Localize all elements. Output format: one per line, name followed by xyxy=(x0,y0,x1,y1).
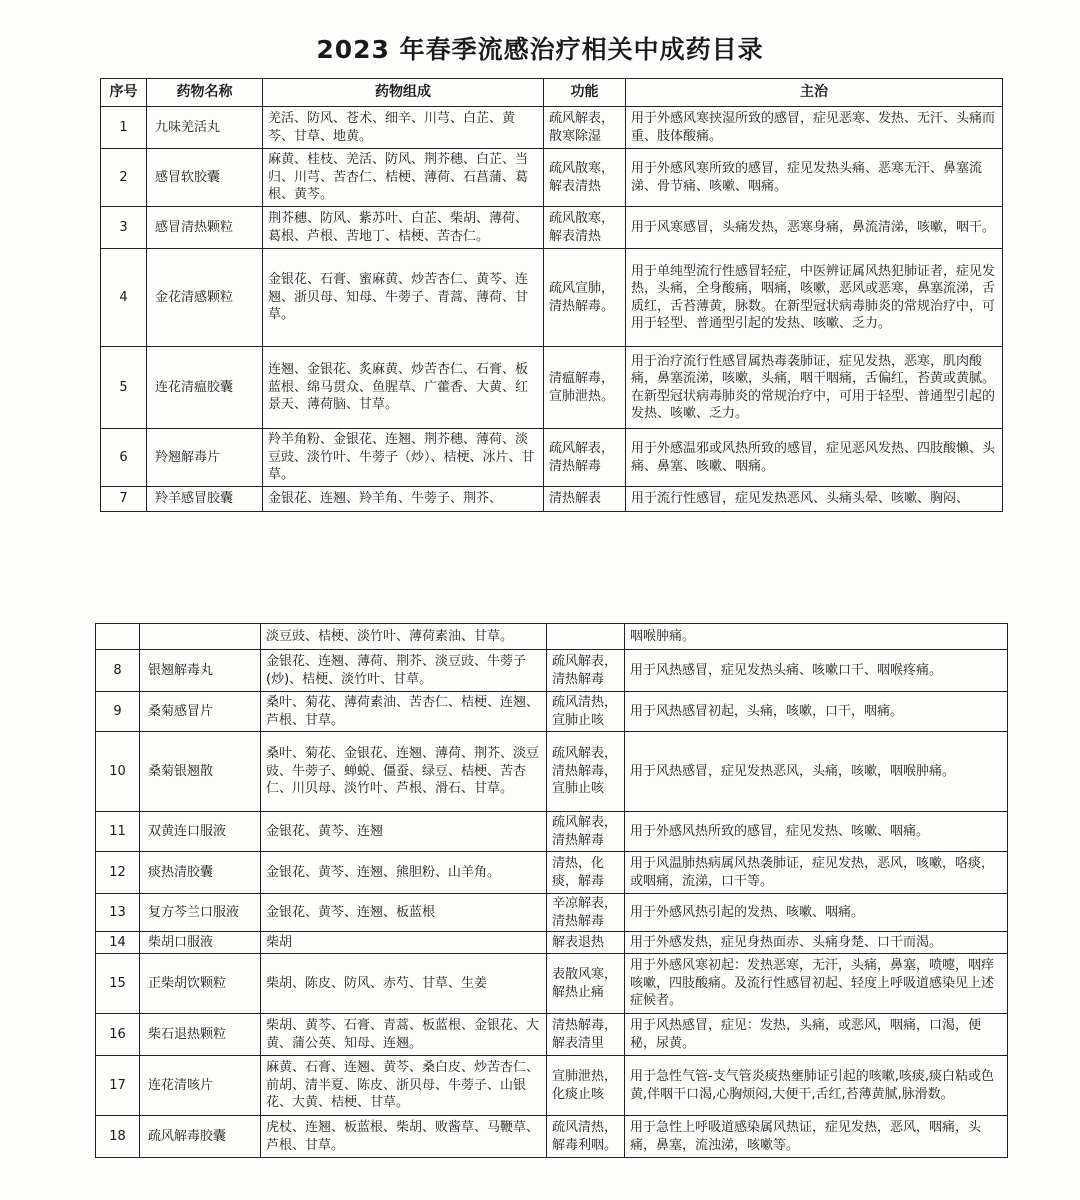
row-no: 3 xyxy=(101,207,147,249)
row-no: 7 xyxy=(101,487,147,512)
table-row xyxy=(96,954,1008,1014)
drug-indication: 用于风热感冒，症见发热头痛、咳嗽口干、咽喉疼痛。 xyxy=(625,650,1008,692)
table-row xyxy=(96,1116,1008,1158)
page-title: 2023 年春季流感治疗相关中成药目录 xyxy=(316,35,764,64)
drug-function: 疏风解表，清热解毒 xyxy=(547,812,625,852)
drug-function: 清瘟解毒，宣肺泄热。 xyxy=(544,347,626,429)
drug-name: 羚翘解毒片 xyxy=(147,429,263,487)
drug-indication: 用于急性气管-支气管炎痰热壅肺证引起的咳嗽,咳痰,痰白粘或色黄,伴咽干口渴,心胸烦闷,大便干,舌红,苔薄黄腻,脉滑数。 xyxy=(625,1056,1008,1116)
row-no: 15 xyxy=(96,954,140,1014)
drug-function: 辛凉解表，清热解毒 xyxy=(547,894,625,932)
drug-indication: 用于外感风寒所致的感冒，症见发热头痛、恶寒无汗、鼻塞流涕、骨节痛、咳嗽、咽痛。 xyxy=(626,149,1003,207)
table-row xyxy=(96,692,1008,732)
drug-function xyxy=(547,624,625,650)
table-row xyxy=(96,1056,1008,1116)
drug-composition: 荆芥穗、防风、紫苏叶、白芷、柴胡、薄荷、葛根、芦根、苦地丁、桔梗、苦杏仁。 xyxy=(263,207,544,249)
drug-composition: 金银花、黄芩、连翘 xyxy=(261,812,547,852)
header-function: 功能 xyxy=(544,79,626,107)
row-no xyxy=(96,624,140,650)
drug-composition: 金银花、石膏、蜜麻黄、炒苦杏仁、黄芩、连翘、浙贝母、知母、牛蒡子、青蒿、薄荷、甘草。 xyxy=(263,249,544,347)
row-no: 4 xyxy=(101,249,147,347)
header-name: 药物名称 xyxy=(147,79,263,107)
row-no: 16 xyxy=(96,1014,140,1056)
header-composition: 药物组成 xyxy=(263,79,544,107)
drug-indication: 用于外感风热引起的发热、咳嗽、咽痛。 xyxy=(625,894,1008,932)
drug-function: 疏风解表，清热解毒 xyxy=(544,429,626,487)
drug-name: 疏风解毒胶囊 xyxy=(140,1116,261,1158)
drug-composition: 金银花、连翘、羚羊角、牛蒡子、荆芥、 xyxy=(263,487,544,512)
table-row xyxy=(96,932,1008,954)
drug-composition: 金银花、连翘、薄荷、荆芥、淡豆豉、牛蒡子(炒)、桔梗、淡竹叶、甘草。 xyxy=(261,650,547,692)
drug-function: 疏风解表，散寒除湿 xyxy=(544,107,626,149)
table-row xyxy=(96,624,1008,650)
drug-composition: 麻黄、石膏、连翘、黄芩、桑白皮、炒苦杏仁、前胡、清半夏、陈皮、浙贝母、牛蒡子、山银花、大黄、桔梗、甘草。 xyxy=(261,1056,547,1116)
table-row xyxy=(96,894,1008,932)
drug-name: 银翘解毒丸 xyxy=(140,650,261,692)
table-row xyxy=(101,149,1003,207)
drug-function: 清热，化痰，解毒 xyxy=(547,852,625,894)
row-no: 18 xyxy=(96,1116,140,1158)
table-row xyxy=(101,487,1003,512)
drug-indication: 用于治疗流行性感冒属热毒袭肺证，症见发热，恶寒，肌肉酸痛，鼻塞流涕，咳嗽，头痛，咽干咽痛，舌偏红，苔黄或黄腻。在新型冠状病毒肺炎的常规治疗中，可用于轻型、普通型引起的发热、咳嗽、乏力。 xyxy=(626,347,1003,429)
drug-composition: 连翘、金银花、炙麻黄、炒苦杏仁、石膏、板蓝根、绵马贯众、鱼腥草、广藿香、大黄、红景天、薄荷脑、甘草。 xyxy=(263,347,544,429)
row-no: 2 xyxy=(101,149,147,207)
row-no: 12 xyxy=(96,852,140,894)
drug-indication: 咽喉肿痛。 xyxy=(625,624,1008,650)
table-row xyxy=(96,1014,1008,1056)
drug-indication: 用于外感风寒挟湿所致的感冒，症见恶寒、发热、无汗、头痛而重、肢体酸痛。 xyxy=(626,107,1003,149)
drug-composition: 桑叶、菊花、金银花、连翘、薄荷、荆芥、淡豆豉、牛蒡子、蝉蜕、僵蚕、绿豆、桔梗、苦杏仁、川贝母、淡竹叶、芦根、滑石、甘草。 xyxy=(261,732,547,812)
drug-indication: 用于单纯型流行性感冒轻症，中医辨证属风热犯肺证者，症见发热，头痛，全身酸痛，咽痛，咳嗽，恶风或恶寒，鼻塞流涕，舌质红，舌苔薄黄，脉数。在新型冠状病毒肺炎的常规治疗中，可用于轻型、普通型引起的发热、咳嗽、乏力。 xyxy=(626,249,1003,347)
row-no: 10 xyxy=(96,732,140,812)
table-row xyxy=(96,812,1008,852)
row-no: 17 xyxy=(96,1056,140,1116)
drug-function: 清热解表 xyxy=(544,487,626,512)
table-row xyxy=(101,249,1003,347)
drug-function: 宣肺泄热，化痰止咳 xyxy=(547,1056,625,1116)
table-row xyxy=(96,732,1008,812)
drug-name: 感冒软胶囊 xyxy=(147,149,263,207)
drug-composition: 麻黄、桂枝、羌活、防风、荆芥穗、白芷、当归、川芎、苦杏仁、桔梗、薄荷、石菖蒲、葛根、黄芩。 xyxy=(263,149,544,207)
drug-composition: 柴胡、黄芩、石膏、青蒿、板蓝根、金银花、大黄、蒲公英、知母、连翘。 xyxy=(261,1014,547,1056)
drug-name: 双黄连口服液 xyxy=(140,812,261,852)
drug-function: 疏风清热，宣肺止咳 xyxy=(547,692,625,732)
drug-indication: 用于风热感冒，症见：发热，头痛，或恶风，咽痛，口渴，便秘，尿黄。 xyxy=(625,1014,1008,1056)
drug-name: 痰热清胶囊 xyxy=(140,852,261,894)
drug-indication: 用于风温肺热病属风热袭肺证，症见发热，恶风，咳嗽，咯痰，或咽痛，流涕，口干等。 xyxy=(625,852,1008,894)
drug-name xyxy=(140,624,261,650)
row-no: 1 xyxy=(101,107,147,149)
header-row xyxy=(101,79,1003,107)
drug-name: 柴石退热颗粒 xyxy=(140,1014,261,1056)
drug-function: 疏风散寒，解表清热 xyxy=(544,207,626,249)
row-no: 14 xyxy=(96,932,140,954)
drug-function: 解表退热 xyxy=(547,932,625,954)
drug-indication: 用于外感温邪或风热所致的感冒，症见恶风发热、四肢酸懒、头痛、鼻塞、咳嗽、咽痛。 xyxy=(626,429,1003,487)
row-no: 11 xyxy=(96,812,140,852)
medicine-table-page1 xyxy=(100,78,1003,512)
drug-name: 正柴胡饮颗粒 xyxy=(140,954,261,1014)
row-no: 5 xyxy=(101,347,147,429)
header-no: 序号 xyxy=(101,79,147,107)
table-row xyxy=(101,207,1003,249)
drug-indication: 用于风热感冒，症见发热恶风，头痛，咳嗽，咽喉肿痛。 xyxy=(625,732,1008,812)
table-row xyxy=(101,429,1003,487)
drug-name: 桑菊银翘散 xyxy=(140,732,261,812)
row-no: 13 xyxy=(96,894,140,932)
drug-composition: 虎杖、连翘、板蓝根、柴胡、败酱草、马鞭草、芦根、甘草。 xyxy=(261,1116,547,1158)
drug-name: 九味羌活丸 xyxy=(147,107,263,149)
drug-indication: 用于外感风寒初起：发热恶寒，无汗，头痛，鼻塞，喷嚏，咽痒咳嗽，四肢酸痛。及流行性感冒初起、轻度上呼吸道感染见上述症候者。 xyxy=(625,954,1008,1014)
drug-name: 连花清咳片 xyxy=(140,1056,261,1116)
table-row xyxy=(96,650,1008,692)
drug-name: 复方芩兰口服液 xyxy=(140,894,261,932)
drug-function: 疏风清热，解毒利咽。 xyxy=(547,1116,625,1158)
drug-name: 感冒清热颗粒 xyxy=(147,207,263,249)
row-no: 6 xyxy=(101,429,147,487)
drug-indication: 用于外感发热，症见身热面赤、头痛身楚、口干而渴。 xyxy=(625,932,1008,954)
table-row xyxy=(101,347,1003,429)
drug-composition: 柴胡 xyxy=(261,932,547,954)
drug-composition: 羌活、防风、苍术、细辛、川芎、白芷、黄芩、甘草、地黄。 xyxy=(263,107,544,149)
row-no: 9 xyxy=(96,692,140,732)
drug-indication: 用于流行性感冒，症见发热恶风、头痛头晕、咳嗽、胸闷、 xyxy=(626,487,1003,512)
drug-composition: 羚羊角粉、金银花、连翘、荆芥穗、薄荷、淡豆豉、淡竹叶、牛蒡子（炒）、桔梗、冰片、甘草。 xyxy=(263,429,544,487)
drug-indication: 用于外感风热所致的感冒，症见发热、咳嗽、咽痛。 xyxy=(625,812,1008,852)
drug-name: 金花清感颗粒 xyxy=(147,249,263,347)
drug-composition: 金银花、黄芩、连翘、熊胆粉、山羊角。 xyxy=(261,852,547,894)
drug-function: 清热解毒，解表清里 xyxy=(547,1014,625,1056)
drug-composition: 柴胡、陈皮、防风、赤芍、甘草、生姜 xyxy=(261,954,547,1014)
drug-name: 桑菊感冒片 xyxy=(140,692,261,732)
drug-indication: 用于风寒感冒，头痛发热，恶寒身痛，鼻流清涕，咳嗽，咽干。 xyxy=(626,207,1003,249)
drug-name: 连花清瘟胶囊 xyxy=(147,347,263,429)
drug-function: 疏风解表，清热解毒 xyxy=(547,650,625,692)
drug-composition: 金银花、黄芩、连翘、板蓝根 xyxy=(261,894,547,932)
drug-function: 表散风寒，解热止痛 xyxy=(547,954,625,1014)
header-indication: 主治 xyxy=(626,79,1003,107)
drug-indication: 用于风热感冒初起，头痛，咳嗽，口干，咽痛。 xyxy=(625,692,1008,732)
medicine-table-page2 xyxy=(95,623,1008,1158)
table-row xyxy=(96,852,1008,894)
drug-indication: 用于急性上呼吸道感染属风热证，症见发热，恶风，咽痛，头痛，鼻塞，流浊涕，咳嗽等。 xyxy=(625,1116,1008,1158)
row-no: 8 xyxy=(96,650,140,692)
drug-composition: 淡豆豉、桔梗、淡竹叶、薄荷素油、甘草。 xyxy=(261,624,547,650)
drug-function: 疏风解表，清热解毒，宣肺止咳 xyxy=(547,732,625,812)
drug-composition: 桑叶、菊花、薄荷素油、苦杏仁、桔梗、连翘、芦根、甘草。 xyxy=(261,692,547,732)
drug-function: 疏风宣肺，清热解毒。 xyxy=(544,249,626,347)
drug-name: 羚羊感冒胶囊 xyxy=(147,487,263,512)
drug-name: 柴胡口服液 xyxy=(140,932,261,954)
table-row xyxy=(101,107,1003,149)
drug-function: 疏风散寒，解表清热 xyxy=(544,149,626,207)
